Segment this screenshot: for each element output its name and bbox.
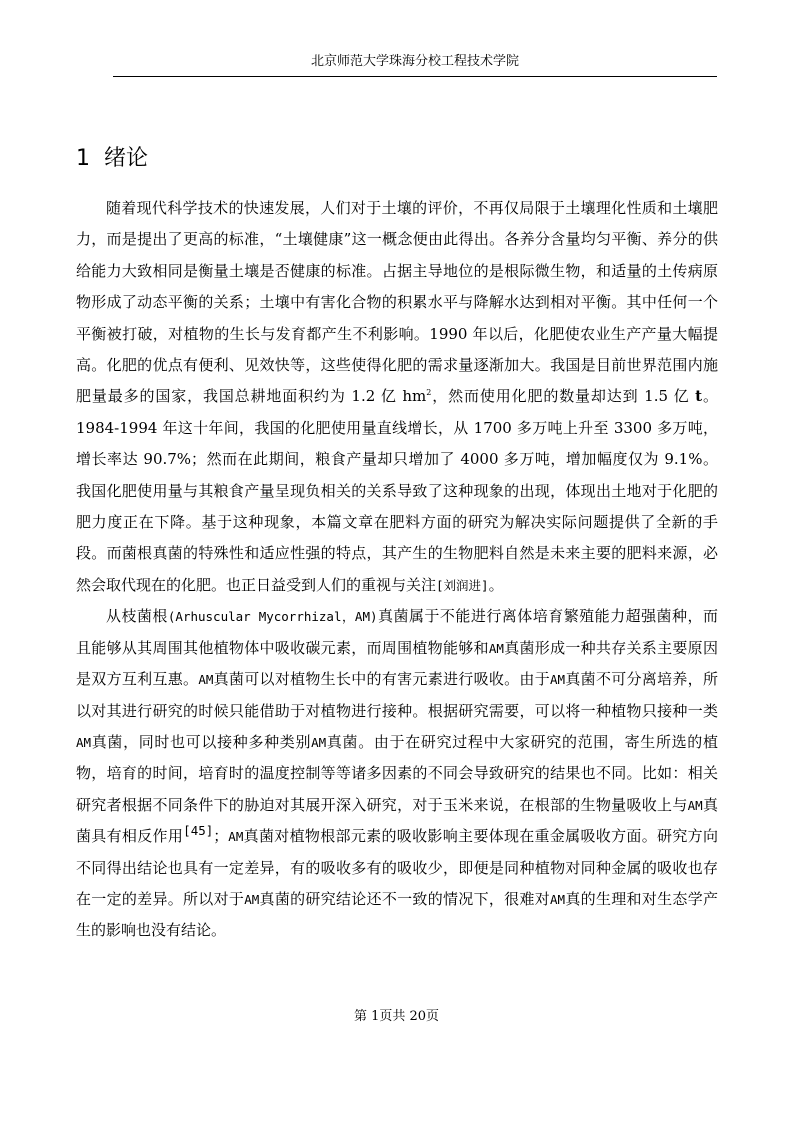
text-run: ，然而使用化肥的数量却达到 1.5 亿 (431, 387, 696, 406)
text-run: 真菌，同时也可以接种多种类别 (91, 732, 312, 751)
abbr-am: AM (244, 891, 260, 907)
bold-unit: t (695, 387, 703, 406)
abbr-am: AM (228, 829, 244, 845)
header-institution: 北京师范大学珠海分校工程技术学院 (310, 54, 519, 69)
citation: [刘润进] (436, 577, 489, 593)
text-run: 真菌对植物根部元素的吸收影响主要体现在重金属吸收方面。研究方向不同得出结论也具有一定差异，有的吸收多有的吸收少，即便是同种植物对同种金属的吸收也存在一定的差异。所以对于 (76, 827, 718, 908)
page-footer (0, 1008, 793, 1026)
latin-term: (Arhuscular Mycorrhizal，AM) (167, 609, 378, 625)
chapter-title (76, 141, 148, 177)
abbr-am: AM (550, 891, 566, 907)
abbr-am: AM (311, 734, 327, 750)
abbr-am: AM (198, 672, 214, 688)
paragraph-am-fungi (76, 601, 718, 946)
citation-superscript: [45] (183, 823, 214, 839)
superscript: 2 (426, 388, 432, 398)
abbr-am: AM (76, 734, 92, 750)
page-header (113, 53, 717, 77)
abbr-am: AM (488, 640, 504, 656)
chapter-number: 1 (76, 146, 90, 171)
text-run: 真菌的研究结论还不一致的情况下，很难对 (259, 889, 551, 908)
paragraph-intro (76, 193, 718, 601)
chapter-title-text: 绪论 (104, 146, 149, 171)
text-run: 从枝菌根 (106, 607, 168, 626)
page-number: 第 1页共 20页 (353, 1009, 440, 1024)
text-run: 真菌具有相反作用 (76, 795, 718, 846)
text-run: 真菌属于不能进行离体培育繁殖能力超强菌种，而且能够从其周围其他植物体中吸收碳元素，而周围植物能够和 (76, 607, 718, 657)
text-run: 真菌可以对植物生长中的有害元素进行吸收。由于 (213, 670, 551, 689)
text-run: 。1984-1994 年这十年间，我国的化肥使用量直线增长，从 1700 多万吨上升至 3300 多万吨，增长率达 90.7%；然而在此期间，粮食产量却只增加了 4000 多万吨，增加幅度仅为 9.1%。 我国化肥使用量与其粮食产量呈现负相关的关系导致了这种现象的出现，体现出土地对于化肥的肥力度正在下降。基于这种现象，本篇文章在肥料方面的研究为解决实际问题提供了全新的手段。而菌根真菌的特殊性和适应性强的特点，其产生的生物肥料自然是未来主要的肥料来源，必然会取代现在的化肥。也正日益受到人们的重视与关注 (76, 387, 718, 594)
text-run: 随着现代科学技术的快速发展，人们对于土壤的评价，不再仅局限于土壤理化性质和土壤肥力，而是提出了更高的标准，“土壤健康”这一概念便由此得出。各养分含量均匀平衡、养分的供给能力大致相同是衡量土壤是否健康的标准。占据主导地位的是根际微生物，和适量的土传病原物形成了动态平衡的关系；土壤中有害化合物的积累水平与降解水达到相对平衡。其中任何一个平衡被打破，对植物的生长与发育都产生不利影响。1990 年以后，化肥使农业生产产量大幅提高。化肥的优点有便利、见效快等，这些使得化肥的需求量逐渐加大。我国是目前世界范围内施肥量最多的国家，我国总耕地面积约为 1.2 亿 hm (76, 199, 718, 406)
text-run: 真的生理和对生态学产生的影响也没有结论。 (76, 889, 718, 940)
body-text (76, 193, 718, 947)
text-run: 真菌形成一种共存关系主要原因是双方互利互惠。 (76, 638, 718, 689)
abbr-am: AM (687, 797, 703, 813)
abbr-am: AM (550, 672, 566, 688)
text-run: 真菌。由于在研究过程中大家研究的范围，寄生所选的植物，培育的时间，培育时的温度控制等等诸多因素的不同会导致研究的结果也不同。比如：相关研究者根据不同条件下的胁迫对其展开深入研究，对于玉米来说，在根部的生物量吸收上与 (76, 732, 718, 814)
text-run: 。 (488, 575, 504, 594)
text-run: 真菌不可分离培养，所以对其进行研究的时候只能借助于对植物进行接种。根据研究需要，可以将一种植物只接种一类 (76, 670, 718, 720)
text-run: ； (213, 827, 229, 846)
